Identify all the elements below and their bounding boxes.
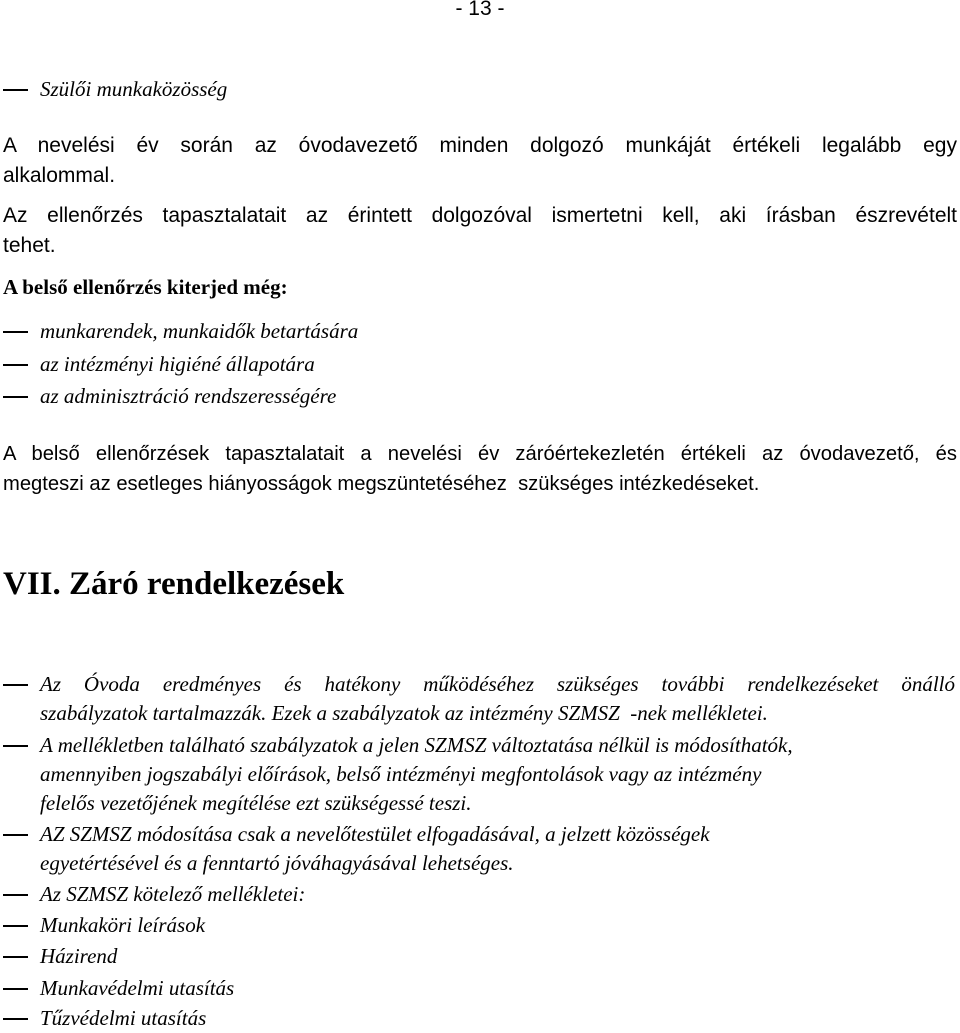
paragraph-line: Az ellenőrzés tapasztalatait az érintett dolgozóval ismertetni kell, aki írásban észrevételt [3,204,957,227]
dash-bullet [3,731,29,760]
subheading-kiterjed: A belső ellenőrzés kiterjed még: [3,275,288,299]
paragraph-line: A nevelési év során az óvodavezető minden dolgozó munkáját értékeli legalább egy [3,134,957,157]
list-item-text: az intézményi higiéné állapotára [40,352,315,376]
paragraph-ertekeli [3,131,957,191]
dash-bullet [3,974,29,1003]
chapter-title: VII. Záró rendelkezések [3,566,345,602]
dash-bullet [3,820,29,849]
dash-bullet [3,942,29,971]
section-szuloi-text: Szülői munkaközösség [40,77,228,101]
list-item-line: Tűzvédelmi utasítás [40,1006,207,1030]
list-item-line: Az SZMSZ kötelező mellékletei: [40,882,306,906]
page-number: - 13 - [455,0,505,20]
dash-bullet [3,880,29,909]
paragraph-ismertetni [3,201,957,261]
list-item-line: egyetértésével és a fenntartó jóváhagyásával lehetséges. [40,851,514,875]
paragraph-zaroertekezlet [3,439,957,499]
list-item-text: az adminisztráció rendszerességére [40,384,337,408]
dash-bullet [3,911,29,940]
list-item-line: amennyiben jogszabályi előírások, belső intézményi megfontolások vagy az intézmény [40,762,762,786]
paragraph-line: alkalommal. [3,164,116,187]
list-item-line: szabályzatok tartalmazzák. Ezek a szabályzatok az intézmény SZMSZ -nek mellékletei. [40,701,768,725]
paragraph-line: A belső ellenőrzések tapasztalatait a nevelési év záróértekezletén értékeli az óvodavezető, és [3,443,957,465]
list-item-line: A mellékletben található szabályzatok a jelen SZMSZ változtatása nélkül is módosíthatók, [40,733,793,757]
list-item-line: Az Óvoda eredményes és hatékony működéséhez szükséges további rendelkezéseket önálló [40,672,955,696]
list-item-line: AZ SZMSZ módosítása csak a nevelőtestület elfogadásával, a jelzett közösségek [40,822,710,846]
list-item-line: Munkavédelmi utasítás [40,976,235,1000]
list-item-line: Házirend [40,944,118,968]
paragraph-line: tehet. [3,234,56,257]
list-item-line: Munkaköri leírások [40,913,206,937]
list-item-text: munkarendek, munkaidők betartására [40,319,359,343]
paragraph-line: megteszi az esetleges hiányosságok megszüntetéséhez szükséges intézkedéseket. [3,473,760,495]
list-item-line: felelős vezetőjének megítélése ezt szükségessé teszi. [40,791,472,815]
dash-bullet [3,670,29,699]
